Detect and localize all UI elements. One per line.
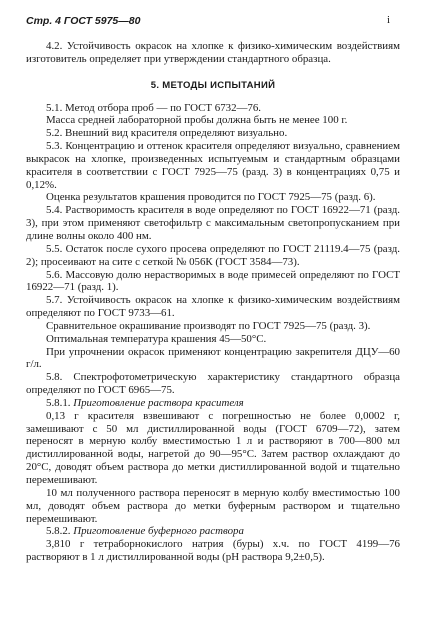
paragraph: Сравнительное окрашивание производят по ГОСТ 7925—75 (разд. 3). [46, 319, 371, 332]
subsection-title: Приготовление буферного раствора [73, 525, 244, 538]
subsection-number: 5.8.2. [46, 525, 71, 538]
paragraph: 5.4. Растворимость красителя в воде определяют по ГОСТ 16922—71 (разд. 3), при этом применяют светофильтр с максимальным светопропусканием при длине волны около 400 нм. [26, 204, 400, 242]
subsection-heading-5-8-1 [26, 397, 400, 410]
paragraph: 5.7. Устойчивость окрасок на хлопке к физико-химическим воздействиям определяют по ГОСТ 9733—61. [26, 294, 400, 320]
paragraph: 5.5. Остаток после сухого просева определяют по ГОСТ 21119.4—75 (разд. 2); просеивают на сите с сеткой № 056К (ГОСТ 3584—73). [26, 242, 400, 268]
subsection-heading-5-8-2 [26, 525, 400, 538]
page-header: Стр. 4 ГОСТ 5975—80 [26, 15, 141, 27]
subsection-number: 5.8.1. [46, 396, 71, 409]
document-body [26, 40, 400, 564]
paragraph: Масса средней лабораторной пробы должна быть не менее 100 г. [46, 114, 348, 127]
paragraph: При упрочнении окрасок применяют концентрацию закрепителя ДЦУ—60 г/л. [26, 345, 400, 371]
paragraph: Оптимальная температура крашения 45—50°С. [46, 332, 267, 345]
paragraph: 5.8. Спектрофотометрическую характеристику стандартного образца определяют по ГОСТ 6965—75. [26, 371, 400, 397]
paragraph: 3,810 г тетраборнокислого натрия (буры) х.ч. по ГОСТ 4199—76 растворяют в 1 л дистиллированной воды (рН раствора 9,2±0,5). [26, 538, 400, 564]
paragraph: 5.6. Массовую долю нерастворимых в воде примесей определяют по ГОСТ 16922—71 (разд. 1). [26, 268, 400, 294]
paragraph: 5.2. Внешний вид красителя определяют визуально. [46, 127, 288, 140]
margin-mark: i [386, 14, 390, 26]
paragraph: Оценка результатов крашения проводится по ГОСТ 7925—75 (разд. 6). [46, 191, 376, 204]
section-title: 5. МЕТОДЫ ИСПЫТАНИЙ [150, 79, 276, 91]
paragraph: 5.1. Метод отбора проб — по ГОСТ 6732—76. [46, 101, 262, 114]
paragraph: 0,13 г красителя взвешивают с погрешностью не более 0,0002 г, замешивают с 50 мл дистиллированной воды (ГОСТ 6709—72), затем переносят в мерную колбу вместимостью 1 л и растворяют в 700—800 мл дистиллированной воды, нагретой до 90—95°С. Затем раствор охлаждают до 20°С, доводят объем раствора до метки дистиллированной водой и тщательно перемешивают. [26, 409, 400, 486]
paragraph-4-2: 4.2. Устойчивость окрасок на хлопке к физико-химическим воздействиям изготовитель определяет при утверждении стандартного образца. [26, 40, 400, 65]
subsection-title: Приготовление раствора красителя [73, 396, 244, 409]
paragraph: 5.3. Концентрацию и оттенок красителя определяют визуально, сравнением выкрасок на хлопке, произведенных испытуемым и стандартным образцами красителя в соответствии с ГОСТ 7925—75 (разд. 3) в концентрациях 0,75 и 0,12%. [26, 140, 400, 191]
paragraph: 10 мл полученного раствора переносят в мерную колбу вместимостью 100 мл, доводят объем раствора до метки буферным раствором и тщательно перемешивают. [26, 486, 400, 525]
